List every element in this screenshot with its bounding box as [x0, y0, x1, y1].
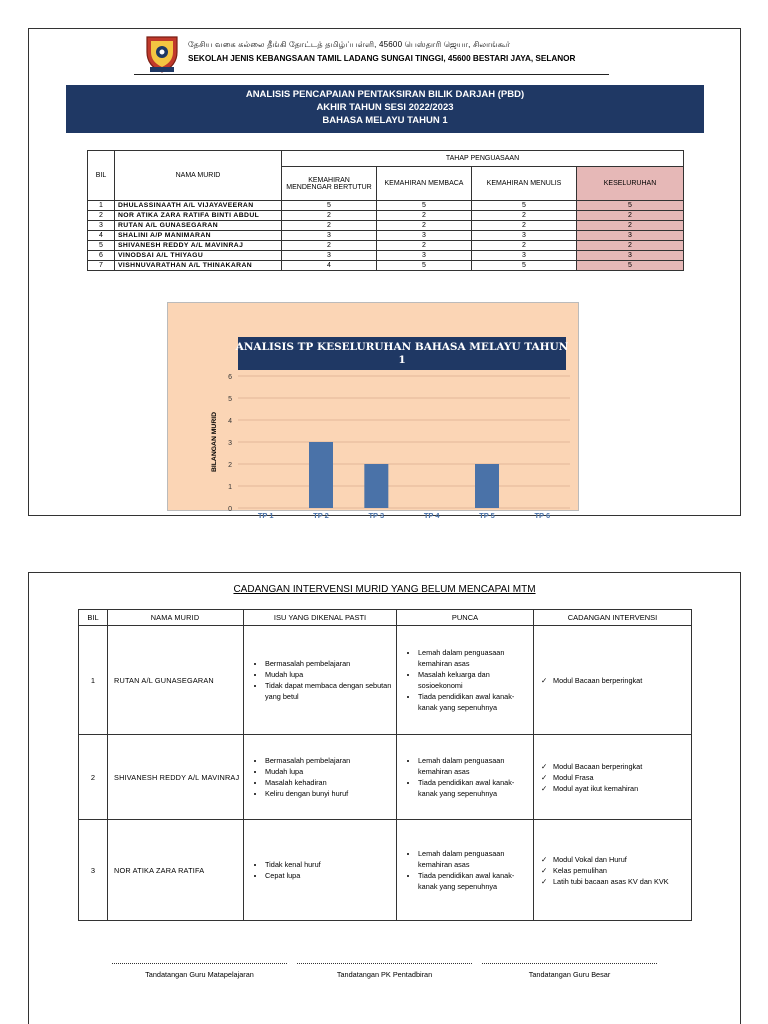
list-item: • Lemah dalam penguasaan kemahiran asas [418, 755, 532, 777]
list-item: • Mudah lupa [265, 669, 395, 680]
cadangan-list [535, 675, 690, 686]
cell-nama: VINODSAI A/L THIYAGU [115, 251, 282, 261]
school-name: SEKOLAH JENIS KEBANGSAAN TAMIL LADANG SUNGAI TINGGI, 45600 BESTARI JAYA, SELANOR [188, 54, 576, 63]
cell-bil: 6 [88, 251, 115, 261]
cell-isu [244, 626, 397, 735]
cell-cadangan [534, 820, 692, 921]
table-row [88, 251, 684, 261]
table-row [88, 261, 684, 271]
list-item: ✓ Kelas pemulihan [553, 865, 690, 876]
cell-punca [397, 626, 534, 735]
punca-list [398, 647, 532, 713]
col-nama: NAMA MURID [108, 610, 244, 626]
cell-nama: NOR ATIKA ZARA RATIFA BINTI ABDUL [115, 211, 282, 221]
list-item: • Tiada pendidikan awal kanak-kanak yang sepenuhnya [418, 691, 532, 713]
tp-bar-chart [168, 303, 580, 520]
cell-bil: 4 [88, 231, 115, 241]
cell-nama: RUTAN A/L GUNASEGARAN [108, 626, 244, 735]
signature-block [482, 963, 657, 979]
col-keseluruhan: KESELURUHAN [577, 167, 684, 201]
cell-baca: 2 [377, 211, 472, 221]
x-tick-label: TP 5 [479, 511, 495, 520]
cadangan-list [535, 854, 690, 887]
bar [475, 464, 499, 508]
list-item: • Mudah lupa [265, 766, 395, 777]
list-item: • Masalah keluarga dan sosioekonomi [418, 669, 532, 691]
cell-dengar: 3 [282, 231, 377, 241]
signature-label: Tandatangan PK Pentadbiran [336, 970, 433, 979]
header-divider [134, 74, 609, 75]
cell-nama: NOR ATIKA ZARA RATIFA [108, 820, 244, 921]
cell-keseluruhan: 2 [577, 211, 684, 221]
cell-punca [397, 820, 534, 921]
cell-punca [397, 735, 534, 820]
x-tick-label: TP 2 [313, 511, 329, 520]
cell-dengar: 2 [282, 221, 377, 231]
cell-keseluruhan: 5 [577, 201, 684, 211]
cell-keseluruhan: 3 [577, 251, 684, 261]
isu-list [245, 658, 395, 702]
cell-tulis: 2 [472, 221, 577, 231]
cell-tulis: 2 [472, 211, 577, 221]
cell-baca: 2 [377, 241, 472, 251]
cell-nama: DHULASSINAATH A/L VIJAYAVEERAN [115, 201, 282, 211]
col-cadangan: CADANGAN INTERVENSI [534, 610, 692, 626]
cell-keseluruhan: 2 [577, 221, 684, 231]
y-tick-label: 1 [228, 484, 232, 491]
cell-dengar: 3 [282, 251, 377, 261]
table-row [88, 211, 684, 221]
x-tick-label: TP 6 [534, 511, 551, 520]
y-tick-label: 4 [228, 418, 232, 425]
cell-bil: 2 [88, 211, 115, 221]
cell-dengar: 2 [282, 211, 377, 221]
cell-keseluruhan: 2 [577, 241, 684, 251]
col-tahap-group: TAHAP PENGUASAAN [282, 151, 684, 167]
cell-dengar: 4 [282, 261, 377, 271]
list-item: • Bermasalah pembelajaran [265, 755, 395, 766]
y-tick-label: 2 [228, 462, 232, 469]
cell-tulis: 2 [472, 241, 577, 251]
signature-line [112, 963, 287, 970]
signature-line [482, 963, 657, 970]
cell-isu [244, 820, 397, 921]
cell-cadangan [534, 626, 692, 735]
list-item: ✓ Modul Bacaan berperingkat [553, 675, 690, 686]
cell-baca: 2 [377, 221, 472, 231]
signature-label: Tandatangan Guru Besar [528, 970, 611, 979]
report-subject: BAHASA MELAYU TAHUN 1 [322, 115, 448, 126]
intervention-title: CADANGAN INTERVENSI MURID YANG BELUM MENCAPAI MTM [233, 584, 536, 595]
list-item: • Lemah dalam penguasaan kemahiran asas [418, 647, 532, 669]
signature-block [297, 963, 472, 979]
cell-isu [244, 735, 397, 820]
chart-title-line2: 1 [398, 354, 406, 366]
cell-bil: 3 [79, 820, 108, 921]
col-bil: BIL [79, 610, 108, 626]
col-dengar: KEMAHIRAN MENDENGAR BERTUTUR [282, 167, 377, 201]
analysis-page [28, 28, 741, 520]
list-item: • Tiada pendidikan awal kanak-kanak yang sepenuhnya [418, 777, 532, 799]
x-tick-label: TP 4 [423, 511, 440, 520]
cell-tulis: 3 [472, 231, 577, 241]
list-item: • Cepat lupa [265, 870, 395, 881]
cell-nama: RUTAN A/L GUNASEGARAN [115, 221, 282, 231]
col-punca: PUNCA [397, 610, 534, 626]
y-tick-label: 6 [228, 374, 232, 381]
cell-bil: 3 [88, 221, 115, 231]
punca-list [398, 755, 532, 799]
col-isu: ISU YANG DIKENAL PASTI [244, 610, 397, 626]
table-row [88, 221, 684, 231]
list-item: • Masalah kehadiran [265, 777, 395, 788]
y-tick-label: 3 [228, 440, 232, 447]
list-item: ✓ Modul ayat ikut kemahiran [553, 783, 690, 794]
report-title-banner [66, 85, 704, 133]
list-item: • Lemah dalam penguasaan kemahiran asas [418, 848, 532, 870]
cell-nama: VISHNUVARATHAN A/L THINAKARAN [115, 261, 282, 271]
col-bil: BIL [88, 151, 115, 201]
chart-title: ANALISIS TP KESELURUHAN BAHASA MELAYU TAHUN [235, 341, 569, 353]
cell-bil: 5 [88, 241, 115, 251]
table-row [88, 201, 684, 211]
signature-line [297, 963, 472, 970]
cell-cadangan [534, 735, 692, 820]
cell-keseluruhan: 3 [577, 231, 684, 241]
punca-list [398, 848, 532, 892]
table-row [88, 231, 684, 241]
cell-dengar: 5 [282, 201, 377, 211]
table-row [79, 735, 692, 820]
isu-list [245, 755, 395, 799]
y-tick-label: 0 [228, 506, 232, 513]
list-item: ✓ Latih tubi bacaan asas KV dan KVK [553, 876, 690, 887]
intervention-page [28, 572, 741, 1024]
tp-chart [167, 302, 579, 520]
report-title: ANALISIS PENCAPAIAN PENTAKSIRAN BILIK DARJAH (PBD) [245, 89, 525, 100]
table-row [88, 241, 684, 251]
cell-bil: 1 [79, 626, 108, 735]
isu-list [245, 859, 395, 881]
bar [364, 464, 388, 508]
cell-nama: SHIVANESH REDDY A/L MAVINRAJ [108, 735, 244, 820]
list-item: ✓ Modul Bacaan berperingkat [553, 761, 690, 772]
table-row [79, 626, 692, 735]
cell-dengar: 2 [282, 241, 377, 251]
col-tulis: KEMAHIRAN MENULIS [472, 167, 577, 201]
school-crest-icon [145, 34, 179, 74]
cell-tulis: 5 [472, 201, 577, 211]
cell-baca: 3 [377, 251, 472, 261]
list-item: • Bermasalah pembelajaran [265, 658, 395, 669]
table-row [79, 820, 692, 921]
x-tick-label: TP 3 [368, 511, 385, 520]
cell-bil: 7 [88, 261, 115, 271]
x-tick-label: TP 1 [257, 511, 274, 520]
cell-keseluruhan: 5 [577, 261, 684, 271]
list-item: ✓ Modul Frasa [553, 772, 690, 783]
signature-label: Tandatangan Guru Matapelajaran [145, 970, 254, 979]
cell-baca: 5 [377, 261, 472, 271]
cell-nama: SHALINI A/P MANIMARAN [115, 231, 282, 241]
cell-bil: 2 [79, 735, 108, 820]
list-item: • Tidak kenal huruf [265, 859, 395, 870]
list-item: • Keliru dengan bunyi huruf [265, 788, 395, 799]
cell-baca: 3 [377, 231, 472, 241]
cell-bil: 1 [88, 201, 115, 211]
col-baca: KEMAHIRAN MEMBACA [377, 167, 472, 201]
cadangan-list [535, 761, 690, 794]
cell-tulis: 3 [472, 251, 577, 261]
y-axis-label: BILANGAN MURID [211, 411, 218, 473]
list-item: • Tidak dapat membaca dengan sebutan yang betul [265, 680, 395, 702]
achievement-table [87, 150, 684, 271]
cell-tulis: 5 [472, 261, 577, 271]
school-name-tamil: தேசிய வகை கல்லை தீங்கி தோட்டத் தமிழ்ப்பள்ளி, 45600 பெஸ்தாரி ஜெயா, சிலாங்கூர் [188, 40, 511, 49]
cell-nama: SHIVANESH REDDY A/L MAVINRAJ [115, 241, 282, 251]
cell-baca: 5 [377, 201, 472, 211]
col-nama: NAMA MURID [115, 151, 282, 201]
intervention-table [78, 609, 692, 921]
list-item: • Tiada pendidikan awal kanak-kanak yang sepenuhnya [418, 870, 532, 892]
list-item: ✓ Modul Vokal dan Huruf [553, 854, 690, 865]
y-tick-label: 5 [228, 396, 232, 403]
bar [309, 442, 333, 508]
signature-block [112, 963, 287, 979]
report-session: AKHIR TAHUN SESI 2022/2023 [316, 102, 454, 113]
